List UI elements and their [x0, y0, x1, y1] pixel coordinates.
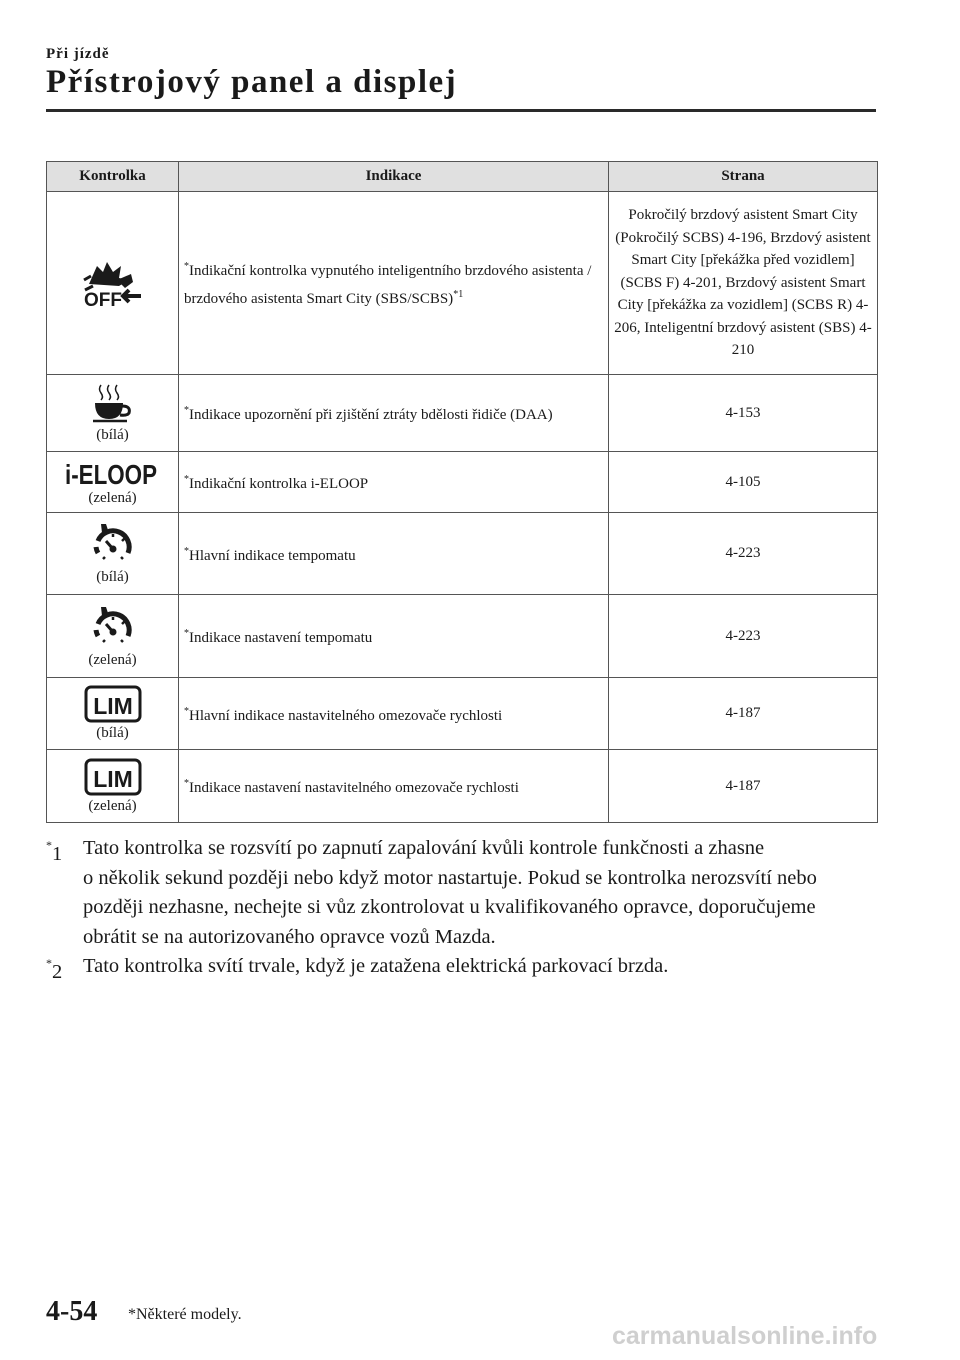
svg-text:LIM: LIM [92, 765, 133, 792]
footnote-line: obrátit se na autorizovaného opravce vozů Mazda. [83, 925, 496, 948]
svg-text:i-ELOOP: i-ELOOP [64, 458, 157, 490]
i-eloop-icon [65, 458, 161, 488]
icon-color-label: (bílá) [96, 426, 129, 443]
icon-color-label: (zelená) [88, 489, 137, 506]
page-cell: 4-187 [609, 678, 878, 750]
table-header-row [47, 162, 878, 192]
column-header-kontrolka: Kontrolka [47, 162, 179, 192]
description-cell [179, 595, 609, 678]
description-text: Indikační kontrolka vypnutého inteligentního brzdového asistenta / brzdového asistenta Smart City (SBS/SCBS) [184, 263, 592, 307]
description-cell [179, 678, 609, 750]
some-models-mark: * [184, 628, 189, 639]
icon-cell [47, 375, 179, 452]
description-text: Hlavní indikace nastavitelného omezovače rychlosti [189, 707, 503, 724]
table-row [47, 375, 878, 452]
page-number: 4-54 [46, 1296, 98, 1327]
footnotes [46, 834, 886, 982]
section-label: Při jízdě [46, 46, 110, 62]
footnote-number: 2 [52, 960, 63, 983]
footnote-line: později nezhasne, nechejte si vůz zkontrolovat u kvalifikovaného opravce, doporučujeme [83, 896, 816, 918]
svg-text:OFF: OFF [83, 290, 122, 311]
page-cell: 4-223 [609, 595, 878, 678]
svg-text:LIM: LIM [92, 693, 133, 719]
description-text: Indikace nastavení tempomatu [189, 630, 373, 646]
icon-color-label: (bílá) [96, 569, 129, 585]
lim-icon [84, 758, 142, 796]
footnote-1 [46, 834, 886, 952]
footnote-line: o několik sekund později nebo když motor nastartuje. Pokud se kontrolka nerozsvítí nebo [83, 866, 817, 889]
page-cell: 4-153 [609, 375, 878, 452]
footnote-mark [46, 952, 62, 987]
column-header-indikace: Indikace [179, 162, 609, 192]
some-models-mark: * [184, 778, 189, 789]
footnote-ref: *1 [453, 289, 464, 300]
icon-cell [47, 750, 179, 823]
description-cell [179, 750, 609, 823]
description-cell [179, 192, 609, 375]
footnote-line: Tato kontrolka se rozsvítí po zapnutí zapalování kvůli kontrole funkčnosti a zhasne [83, 837, 765, 859]
footnote-mark [46, 834, 62, 869]
description-text: Indikace upozornění při zjištění ztráty bdělosti řidiče (DAA) [189, 407, 553, 423]
coffee-cup-icon [91, 383, 135, 425]
page-cell: Pokročilý brzdový asistent Smart City (Pokročilý SCBS) 4-196, Brzdový asistent Smart City [překážka před vozidlem] (SCBS F) 4-201, Brzdový asistent Smart City [překážka za vozidlem] (SCBS R) 4-206, Inteligentní brzdový asistent (SBS) 4-210 [609, 192, 878, 375]
description-text: Hlavní indikace tempomatu [189, 547, 356, 564]
indicator-table [46, 161, 878, 823]
description-cell [179, 513, 609, 595]
table-row [47, 750, 878, 823]
table-row [47, 595, 878, 678]
watermark: carmanualsonline.info [612, 1322, 878, 1350]
some-models-mark: * [184, 705, 189, 717]
footnote-number: 1 [52, 842, 63, 865]
table-row [47, 192, 878, 375]
table-row [47, 452, 878, 513]
lim-icon [84, 685, 142, 723]
page-cell: 4-187 [609, 750, 878, 823]
cruise-control-icon [91, 604, 135, 650]
icon-cell [47, 192, 179, 375]
footnote-asterisk: * [46, 838, 52, 852]
column-header-strana: Strana [609, 162, 878, 192]
footer-note: *Některé modely. [128, 1306, 242, 1323]
some-models-mark: * [184, 545, 189, 557]
footnote-line: Tato kontrolka svítí trvale, když je zatažena elektrická parkovací brzda. [83, 955, 669, 977]
footnote-asterisk: * [46, 956, 52, 970]
icon-color-label: (bílá) [96, 725, 129, 741]
description-cell [179, 452, 609, 513]
title-rule [46, 109, 876, 112]
some-models-mark: * [184, 261, 189, 272]
description-text: Indikační kontrolka i-ELOOP [189, 476, 369, 492]
page-cell: 4-105 [609, 452, 878, 513]
description-text: Indikace nastavení nastavitelného omezovače rychlosti [189, 780, 519, 796]
icon-color-label: (zelená) [88, 651, 137, 668]
cruise-control-icon [91, 521, 135, 567]
description-cell [179, 375, 609, 452]
some-models-mark: * [184, 405, 189, 416]
table-row [47, 513, 878, 595]
icon-cell [47, 513, 179, 595]
icon-cell [47, 595, 179, 678]
page-cell: 4-223 [609, 513, 878, 595]
icon-cell [47, 452, 179, 513]
some-models-mark: * [184, 474, 189, 485]
sbs-off-icon [81, 258, 145, 311]
icon-cell [47, 678, 179, 750]
icon-color-label: (zelená) [88, 797, 137, 814]
footnote-2 [46, 952, 886, 982]
page-title: Přístrojový panel a displej [46, 64, 458, 100]
table-row [47, 678, 878, 750]
